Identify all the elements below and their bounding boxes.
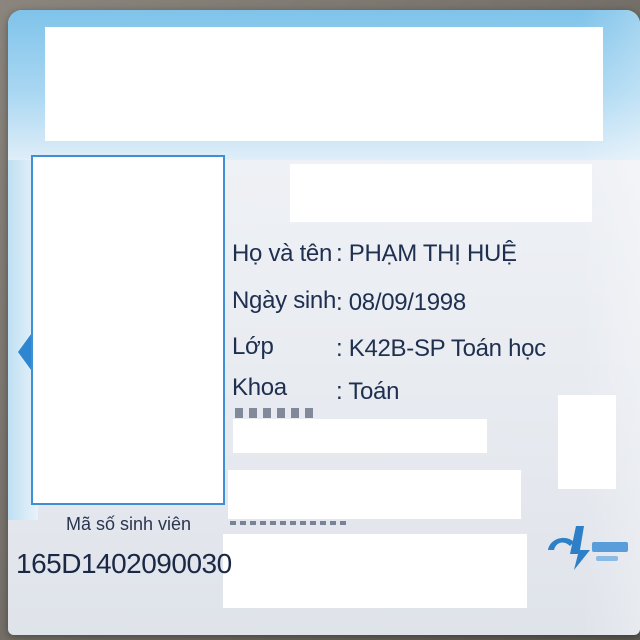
redacted-field [233,419,487,453]
field-separator: : [336,240,343,267]
student-id-value: 165D1402090030 [16,548,232,579]
student-id-label: Mã số sinh viên [66,514,192,534]
field-separator: : [336,289,343,316]
class-name: K42B-SP Toán học [348,335,546,362]
redacted-code [228,470,521,519]
student-name: PHẠM THỊ HUỆ [348,240,517,267]
field-label-faculty: Khoa [232,374,287,401]
redacted-photo [33,157,223,503]
field-value-faculty [336,378,399,406]
field-label-class: Lớp [232,333,274,360]
field-value-dob [336,289,466,317]
redacted-header [45,27,603,141]
bank-logo-icon [540,520,635,575]
faculty-name: Toán [348,378,400,405]
field-separator: : [336,335,343,362]
redacted-bottom [223,534,527,608]
field-label-name: Họ và tên [232,240,333,267]
partial-field-text [235,408,315,418]
date-of-birth: 08/09/1998 [348,289,466,316]
field-value-name [336,240,517,268]
redacted-card-title [290,164,592,222]
barcode-fragment [230,521,350,525]
field-label-dob: Ngày sinh [232,287,337,314]
redacted-side [558,395,616,489]
field-separator: : [336,378,343,405]
field-value-class [336,335,546,363]
